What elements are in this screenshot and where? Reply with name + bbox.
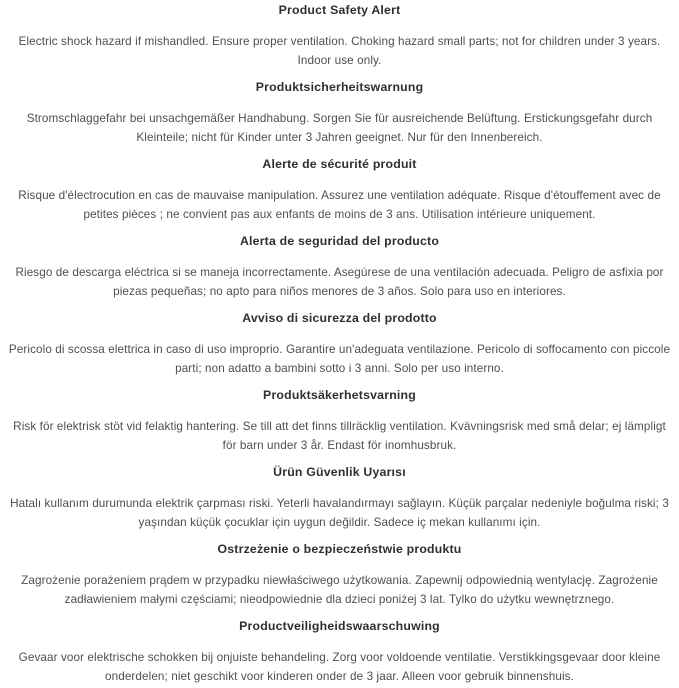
safety-alert-section-tr [5,465,674,532]
section-heading-it: Avviso di sicurezza del prodotto [242,311,437,325]
section-heading-nl: Productveiligheidswaarschuwing [239,619,440,633]
section-body-pl: Zagrożenie porażeniem prądem w przypadku niewłaściwego użytkowania. Zapewnij odpowiednią wentylację. Zagrożenie zadławieniem małymi częściami; nieodpowiednie dla dzieci poniżej 3 lat. Tylko do użytku wewnętrznego. [21,574,658,606]
section-heading-sv: Produktsäkerhetsvarning [263,388,416,402]
section-body-en: Electric shock hazard if mishandled. Ensure proper ventilation. Choking hazard small parts; not for children under 3 years. Indoor use only. [18,35,661,67]
section-body-es: Riesgo de descarga eléctrica si se maneja incorrectamente. Asegúrese de una ventilación adecuada. Peligro de asfixia por piezas pequeñas; no apto para niños menores de 3 años. Solo para uso en interiores. [15,266,664,298]
section-body-it: Pericolo di scossa elettrica in caso di uso improprio. Garantire un'adeguata ventilazione. Pericolo di soffocamento con piccole parti; non adatto a bambini sotto i 3 anni. Solo per uso interno. [8,343,671,375]
safety-alert-section-it [5,311,674,378]
section-body-tr: Hatalı kullanım durumunda elektrik çarpması riski. Yeterli havalandırmayı sağlayın. Küçük parçalar nedeniyle boğulma riski; 3 yaşından küçük çocuklar için uygun değildir. Sadece iç mekan kullanımı için. [10,497,669,529]
section-heading-en: Product Safety Alert [278,3,401,17]
section-body-nl: Gevaar voor elektrische schokken bij onjuiste behandeling. Zorg voor voldoende ventilatie. Verstikkingsgevaar door kleine onderdelen; niet geschikt voor kinderen onder de 3 jaar. Alleen voor gebruik binnenshuis. [18,651,661,683]
safety-alert-section-fr [5,157,674,224]
section-body-sv: Risk för elektrisk stöt vid felaktig hantering. Se till att det finns tillräcklig ventilation. Kvävningsrisk med små delar; ej lämpligt för barn under 3 år. Endast för inomhusbruk. [13,420,666,452]
safety-alert-section-pl [5,542,674,609]
section-body-de: Stromschlaggefahr bei unsachgemäßer Handhabung. Sorgen Sie für ausreichende Belüftung. Erstickungsgefahr durch Kleinteile; nicht für Kinder unter 3 Jahren geeignet. Nur für den Innenbereich. [26,112,653,144]
section-heading-pl: Ostrzeżenie o bezpieczeństwie produktu [217,542,462,556]
section-heading-es: Alerta de seguridad del producto [239,234,440,248]
safety-alert-section-sv [5,388,674,455]
safety-alert-section-es [5,234,674,301]
section-heading-fr: Alerte de sécurité produit [262,157,417,171]
safety-alert-section-de [5,80,674,147]
section-heading-de: Produktsicherheitswarnung [255,80,424,94]
safety-alert-section-en [5,3,674,70]
section-body-fr: Risque d'électrocution en cas de mauvaise manipulation. Assurez une ventilation adéquate. Risque d'étouffement avec de petites pièces ; ne convient pas aux enfants de moins de 3 ans. Utilisation intérieure uniquement. [18,189,661,221]
section-heading-tr: Ürün Güvenlik Uyarısı [273,465,406,479]
safety-alert-section-nl [5,619,674,686]
